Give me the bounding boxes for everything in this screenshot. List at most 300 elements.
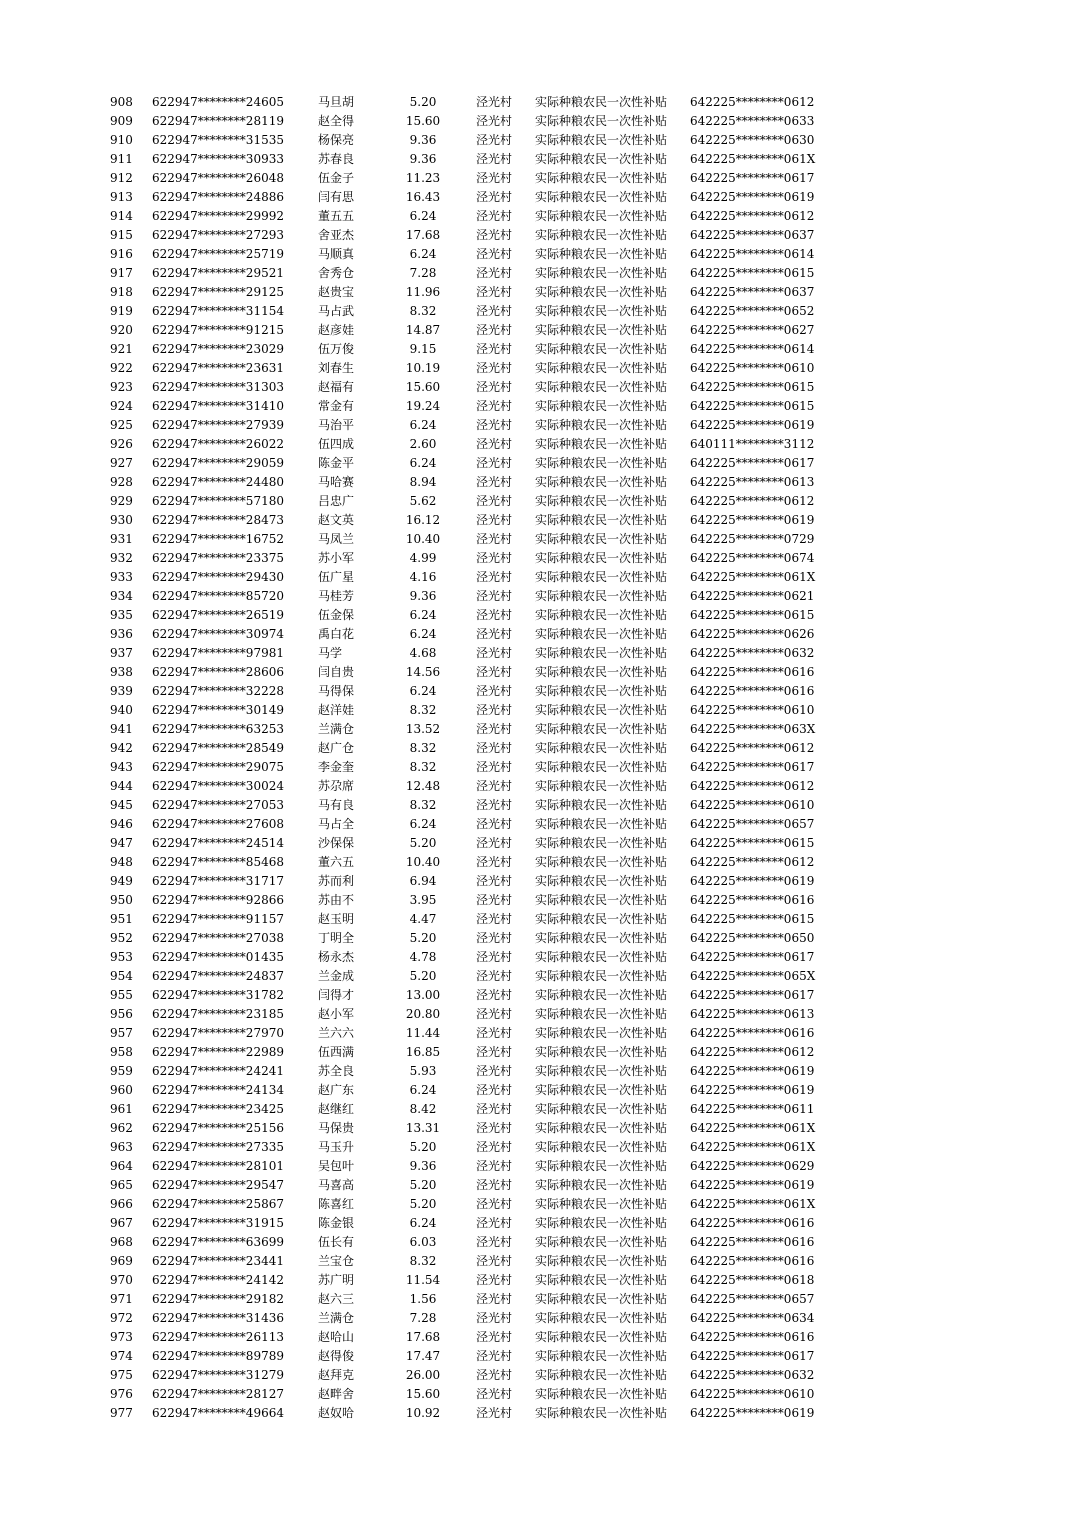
- farmer-name: 兰六六: [318, 1026, 355, 1040]
- village-name: 泾光村: [476, 494, 513, 508]
- farmer-name: 董五五: [318, 209, 355, 223]
- table-row: [0, 1290, 1074, 1309]
- farmer-name: 陈金平: [318, 456, 355, 470]
- subsidy-amount: 5.20: [409, 95, 437, 109]
- id-card-number: 642225********0616: [690, 893, 815, 907]
- row-number: 916: [110, 247, 133, 261]
- farmer-name: 赵玉明: [318, 912, 355, 926]
- village-name: 泾光村: [476, 950, 513, 964]
- farmer-name: 马喜高: [318, 1178, 355, 1192]
- row-number: 950: [110, 893, 133, 907]
- farmer-name: 伍万俊: [318, 342, 355, 356]
- bank-card-number: 622947********31410: [152, 399, 284, 413]
- farmer-name: 赵全得: [318, 114, 355, 128]
- subsidy-item: 实际种粮农民一次性补贴: [535, 855, 668, 869]
- table-row: [0, 1138, 1074, 1157]
- id-card-number: 642225********0610: [690, 1387, 815, 1401]
- bank-card-number: 622947********29182: [152, 1292, 284, 1306]
- id-card-number: 642225********0619: [690, 874, 815, 888]
- id-card-number: 642225********0657: [690, 1292, 815, 1306]
- subsidy-amount: 14.56: [405, 665, 441, 679]
- table-row: [0, 701, 1074, 720]
- table-row: [0, 1252, 1074, 1271]
- table-row: [0, 207, 1074, 226]
- table-row: [0, 188, 1074, 207]
- subsidy-amount: 6.24: [409, 1083, 437, 1097]
- bank-card-number: 622947********27608: [152, 817, 284, 831]
- subsidy-item: 实际种粮农民一次性补贴: [535, 456, 668, 470]
- subsidy-amount: 11.54: [405, 1273, 441, 1287]
- row-number: 929: [110, 494, 133, 508]
- village-name: 泾光村: [476, 1349, 513, 1363]
- bank-card-number: 622947********29430: [152, 570, 284, 584]
- id-card-number: 642225********0617: [690, 988, 815, 1002]
- village-name: 泾光村: [476, 551, 513, 565]
- village-name: 泾光村: [476, 893, 513, 907]
- subsidy-amount: 14.87: [405, 323, 441, 337]
- row-number: 968: [110, 1235, 133, 1249]
- table-row: [0, 739, 1074, 758]
- subsidy-item: 实际种粮农民一次性补贴: [535, 969, 668, 983]
- village-name: 泾光村: [476, 836, 513, 850]
- village-name: 泾光村: [476, 1254, 513, 1268]
- subsidy-item: 实际种粮农民一次性补贴: [535, 1235, 668, 1249]
- table-row: [0, 473, 1074, 492]
- village-name: 泾光村: [476, 817, 513, 831]
- row-number: 960: [110, 1083, 133, 1097]
- subsidy-item: 实际种粮农民一次性补贴: [535, 570, 668, 584]
- id-card-number: 642225********0617: [690, 760, 815, 774]
- row-number: 911: [110, 152, 133, 166]
- subsidy-item: 实际种粮农民一次性补贴: [535, 551, 668, 565]
- row-number: 940: [110, 703, 133, 717]
- table-row: [0, 929, 1074, 948]
- subsidy-item: 实际种粮农民一次性补贴: [535, 1007, 668, 1021]
- bank-card-number: 622947********23185: [152, 1007, 284, 1021]
- bank-card-number: 622947********25719: [152, 247, 284, 261]
- farmer-name: 赵彦娃: [318, 323, 355, 337]
- village-name: 泾光村: [476, 1045, 513, 1059]
- subsidy-amount: 9.36: [409, 152, 437, 166]
- village-name: 泾光村: [476, 475, 513, 489]
- table-row: [0, 245, 1074, 264]
- farmer-name: 董六五: [318, 855, 355, 869]
- id-card-number: 642225********061X: [690, 1121, 816, 1135]
- subsidy-amount: 8.32: [409, 703, 437, 717]
- bank-card-number: 622947********24241: [152, 1064, 284, 1078]
- farmer-name: 杨保亮: [318, 133, 355, 147]
- subsidy-amount: 8.32: [409, 760, 437, 774]
- subsidy-item: 实际种粮农民一次性补贴: [535, 532, 668, 546]
- id-card-number: 642225********0610: [690, 798, 815, 812]
- village-name: 泾光村: [476, 228, 513, 242]
- table-row: [0, 454, 1074, 473]
- subsidy-amount: 2.60: [409, 437, 437, 451]
- id-card-number: 642225********0619: [690, 190, 815, 204]
- bank-card-number: 622947********31782: [152, 988, 284, 1002]
- id-card-number: 642225********0612: [690, 779, 815, 793]
- id-card-number: 642225********0615: [690, 399, 815, 413]
- id-card-number: 642225********0615: [690, 836, 815, 850]
- row-number: 926: [110, 437, 133, 451]
- subsidy-amount: 5.20: [409, 1197, 437, 1211]
- subsidy-amount: 15.60: [405, 1387, 441, 1401]
- village-name: 泾光村: [476, 1368, 513, 1382]
- subsidy-item: 实际种粮农民一次性补贴: [535, 475, 668, 489]
- id-card-number: 642225********0610: [690, 361, 815, 375]
- subsidy-item: 实际种粮农民一次性补贴: [535, 1254, 668, 1268]
- bank-card-number: 622947********91215: [152, 323, 284, 337]
- subsidy-table: [0, 93, 1074, 1423]
- farmer-name: 兰满仓: [318, 1311, 355, 1325]
- bank-card-number: 622947********23375: [152, 551, 284, 565]
- subsidy-amount: 6.24: [409, 1216, 437, 1230]
- id-card-number: 642225********0611: [690, 1102, 815, 1116]
- bank-card-number: 622947********24142: [152, 1273, 284, 1287]
- subsidy-amount: 16.12: [405, 513, 441, 527]
- village-name: 泾光村: [476, 1197, 513, 1211]
- row-number: 974: [110, 1349, 133, 1363]
- subsidy-amount: 6.24: [409, 456, 437, 470]
- farmer-name: 马保贵: [318, 1121, 355, 1135]
- row-number: 937: [110, 646, 133, 660]
- farmer-name: 赵畔舍: [318, 1387, 355, 1401]
- row-number: 913: [110, 190, 133, 204]
- subsidy-item: 实际种粮农民一次性补贴: [535, 703, 668, 717]
- subsidy-amount: 5.20: [409, 1140, 437, 1154]
- subsidy-item: 实际种粮农民一次性补贴: [535, 228, 668, 242]
- village-name: 泾光村: [476, 304, 513, 318]
- id-card-number: 642225********0621: [690, 589, 815, 603]
- subsidy-amount: 6.24: [409, 209, 437, 223]
- village-name: 泾光村: [476, 798, 513, 812]
- id-card-number: 642225********0612: [690, 1045, 815, 1059]
- bank-card-number: 622947********16752: [152, 532, 284, 546]
- subsidy-item: 实际种粮农民一次性补贴: [535, 836, 668, 850]
- village-name: 泾光村: [476, 361, 513, 375]
- id-card-number: 642225********0617: [690, 1349, 815, 1363]
- row-number: 921: [110, 342, 133, 356]
- table-row: [0, 682, 1074, 701]
- table-row: [0, 1043, 1074, 1062]
- table-row: [0, 1347, 1074, 1366]
- bank-card-number: 622947********31535: [152, 133, 284, 147]
- bank-card-number: 622947********30974: [152, 627, 284, 641]
- table-row: [0, 891, 1074, 910]
- village-name: 泾光村: [476, 779, 513, 793]
- row-number: 938: [110, 665, 133, 679]
- row-number: 945: [110, 798, 133, 812]
- farmer-name: 赵奴哈: [318, 1406, 355, 1420]
- farmer-name: 赵小军: [318, 1007, 355, 1021]
- table-row: [0, 359, 1074, 378]
- bank-card-number: 622947********22989: [152, 1045, 284, 1059]
- subsidy-amount: 10.40: [405, 855, 441, 869]
- subsidy-amount: 6.94: [409, 874, 437, 888]
- row-number: 966: [110, 1197, 133, 1211]
- row-number: 923: [110, 380, 133, 394]
- farmer-name: 伍广星: [318, 570, 355, 584]
- id-card-number: 642225********0619: [690, 418, 815, 432]
- village-name: 泾光村: [476, 513, 513, 527]
- row-number: 953: [110, 950, 133, 964]
- table-row: [0, 530, 1074, 549]
- id-card-number: 642225********0616: [690, 684, 815, 698]
- id-card-number: 642225********0612: [690, 741, 815, 755]
- row-number: 912: [110, 171, 133, 185]
- farmer-name: 兰金成: [318, 969, 355, 983]
- subsidy-amount: 9.36: [409, 1159, 437, 1173]
- subsidy-amount: 10.92: [405, 1406, 441, 1420]
- subsidy-amount: 8.32: [409, 304, 437, 318]
- subsidy-item: 实际种粮农民一次性补贴: [535, 1311, 668, 1325]
- bank-card-number: 622947********25156: [152, 1121, 284, 1135]
- subsidy-amount: 17.47: [405, 1349, 441, 1363]
- subsidy-item: 实际种粮农民一次性补贴: [535, 931, 668, 945]
- subsidy-item: 实际种粮农民一次性补贴: [535, 95, 668, 109]
- subsidy-amount: 6.24: [409, 817, 437, 831]
- subsidy-item: 实际种粮农民一次性补贴: [535, 779, 668, 793]
- subsidy-amount: 11.44: [405, 1026, 441, 1040]
- bank-card-number: 622947********31915: [152, 1216, 284, 1230]
- farmer-name: 伍金子: [318, 171, 355, 185]
- bank-card-number: 622947********63253: [152, 722, 284, 736]
- subsidy-amount: 11.23: [405, 171, 441, 185]
- bank-card-number: 622947********57180: [152, 494, 284, 508]
- village-name: 泾光村: [476, 1311, 513, 1325]
- bank-card-number: 622947********28119: [152, 114, 284, 128]
- table-row: [0, 1404, 1074, 1423]
- id-card-number: 642225********0615: [690, 608, 815, 622]
- village-name: 泾光村: [476, 703, 513, 717]
- farmer-name: 马旦胡: [318, 95, 355, 109]
- bank-card-number: 622947********29125: [152, 285, 284, 299]
- id-card-number: 642225********0616: [690, 1216, 815, 1230]
- subsidy-amount: 8.32: [409, 798, 437, 812]
- table-row: [0, 1005, 1074, 1024]
- id-card-number: 642225********0616: [690, 1026, 815, 1040]
- subsidy-item: 实际种粮农民一次性补贴: [535, 361, 668, 375]
- farmer-name: 苏春良: [318, 152, 355, 166]
- row-number: 963: [110, 1140, 133, 1154]
- farmer-name: 丁明全: [318, 931, 355, 945]
- id-card-number: 642225********061X: [690, 152, 816, 166]
- id-card-number: 642225********0674: [690, 551, 815, 565]
- farmer-name: 伍四成: [318, 437, 355, 451]
- village-name: 泾光村: [476, 1159, 513, 1173]
- id-card-number: 642225********063X: [690, 722, 816, 736]
- id-card-number: 642225********0637: [690, 285, 815, 299]
- farmer-name: 马治平: [318, 418, 355, 432]
- bank-card-number: 622947********28606: [152, 665, 284, 679]
- row-number: 967: [110, 1216, 133, 1230]
- bank-card-number: 622947********26048: [152, 171, 284, 185]
- village-name: 泾光村: [476, 760, 513, 774]
- row-number: 931: [110, 532, 133, 546]
- bank-card-number: 622947********29992: [152, 209, 284, 223]
- id-card-number: 642225********0634: [690, 1311, 815, 1325]
- subsidy-amount: 16.43: [405, 190, 441, 204]
- subsidy-amount: 5.20: [409, 1178, 437, 1192]
- subsidy-item: 实际种粮农民一次性补贴: [535, 1197, 668, 1211]
- row-number: 932: [110, 551, 133, 565]
- subsidy-item: 实际种粮农民一次性补贴: [535, 418, 668, 432]
- farmer-name: 沙保保: [318, 836, 355, 850]
- bank-card-number: 622947********31303: [152, 380, 284, 394]
- table-row: [0, 1214, 1074, 1233]
- subsidy-item: 实际种粮农民一次性补贴: [535, 399, 668, 413]
- table-row: [0, 226, 1074, 245]
- subsidy-item: 实际种粮农民一次性补贴: [535, 665, 668, 679]
- subsidy-item: 实际种粮农民一次性补贴: [535, 1045, 668, 1059]
- subsidy-item: 实际种粮农民一次性补贴: [535, 1026, 668, 1040]
- table-row: [0, 644, 1074, 663]
- village-name: 泾光村: [476, 114, 513, 128]
- bank-card-number: 622947********26519: [152, 608, 284, 622]
- id-card-number: 642225********061X: [690, 1140, 816, 1154]
- subsidy-amount: 16.85: [405, 1045, 441, 1059]
- row-number: 944: [110, 779, 133, 793]
- table-row: [0, 264, 1074, 283]
- farmer-name: 赵哈山: [318, 1330, 355, 1344]
- table-row: [0, 625, 1074, 644]
- id-card-number: 642225********065X: [690, 969, 816, 983]
- subsidy-amount: 9.36: [409, 133, 437, 147]
- farmer-name: 赵拜克: [318, 1368, 355, 1382]
- subsidy-amount: 12.48: [405, 779, 441, 793]
- farmer-name: 赵贵宝: [318, 285, 355, 299]
- table-row: [0, 93, 1074, 112]
- table-row: [0, 150, 1074, 169]
- village-name: 泾光村: [476, 1216, 513, 1230]
- farmer-name: 常金有: [318, 399, 355, 413]
- farmer-name: 杨永杰: [318, 950, 355, 964]
- table-row: [0, 131, 1074, 150]
- village-name: 泾光村: [476, 627, 513, 641]
- row-number: 965: [110, 1178, 133, 1192]
- subsidy-item: 实际种粮农民一次性补贴: [535, 874, 668, 888]
- table-row: [0, 1100, 1074, 1119]
- bank-card-number: 622947********27335: [152, 1140, 284, 1154]
- bank-card-number: 622947********27939: [152, 418, 284, 432]
- row-number: 922: [110, 361, 133, 375]
- subsidy-item: 实际种粮农民一次性补贴: [535, 380, 668, 394]
- bank-card-number: 622947********29547: [152, 1178, 284, 1192]
- subsidy-amount: 5.93: [409, 1064, 437, 1078]
- row-number: 971: [110, 1292, 133, 1306]
- subsidy-amount: 11.96: [405, 285, 441, 299]
- village-name: 泾光村: [476, 684, 513, 698]
- id-card-number: 642225********0617: [690, 950, 815, 964]
- id-card-number: 642225********0617: [690, 456, 815, 470]
- id-card-number: 642225********0616: [690, 1330, 815, 1344]
- village-name: 泾光村: [476, 722, 513, 736]
- bank-card-number: 622947********23441: [152, 1254, 284, 1268]
- bank-card-number: 622947********27970: [152, 1026, 284, 1040]
- subsidy-item: 实际种粮农民一次性补贴: [535, 133, 668, 147]
- subsidy-item: 实际种粮农民一次性补贴: [535, 1102, 668, 1116]
- row-number: 939: [110, 684, 133, 698]
- row-number: 946: [110, 817, 133, 831]
- farmer-name: 马占武: [318, 304, 355, 318]
- bank-card-number: 622947********31154: [152, 304, 284, 318]
- id-card-number: 642225********0626: [690, 627, 815, 641]
- table-row: [0, 1024, 1074, 1043]
- bank-card-number: 622947********49664: [152, 1406, 284, 1420]
- farmer-name: 马得保: [318, 684, 355, 698]
- farmer-name: 马有良: [318, 798, 355, 812]
- id-card-number: 642225********0615: [690, 380, 815, 394]
- row-number: 962: [110, 1121, 133, 1135]
- table-row: [0, 853, 1074, 872]
- bank-card-number: 622947********97981: [152, 646, 284, 660]
- subsidy-amount: 15.60: [405, 380, 441, 394]
- table-row: [0, 986, 1074, 1005]
- village-name: 泾光村: [476, 589, 513, 603]
- table-row: [0, 1176, 1074, 1195]
- subsidy-item: 实际种粮农民一次性补贴: [535, 247, 668, 261]
- subsidy-amount: 8.94: [409, 475, 437, 489]
- farmer-name: 苏广明: [318, 1273, 355, 1287]
- subsidy-amount: 9.15: [409, 342, 437, 356]
- bank-card-number: 622947********30933: [152, 152, 284, 166]
- farmer-name: 李金奎: [318, 760, 355, 774]
- bank-card-number: 622947********25867: [152, 1197, 284, 1211]
- village-name: 泾光村: [476, 1102, 513, 1116]
- subsidy-item: 实际种粮农民一次性补贴: [535, 285, 668, 299]
- village-name: 泾光村: [476, 570, 513, 584]
- table-row: [0, 321, 1074, 340]
- subsidy-item: 实际种粮农民一次性补贴: [535, 1140, 668, 1154]
- bank-card-number: 622947********89789: [152, 1349, 284, 1363]
- subsidy-amount: 4.16: [409, 570, 437, 584]
- table-row: [0, 872, 1074, 891]
- id-card-number: 642225********0657: [690, 817, 815, 831]
- subsidy-amount: 1.56: [409, 1292, 437, 1306]
- row-number: 952: [110, 931, 133, 945]
- id-card-number: 642225********0619: [690, 513, 815, 527]
- subsidy-amount: 17.68: [405, 228, 441, 242]
- id-card-number: 642225********0619: [690, 1064, 815, 1078]
- subsidy-item: 实际种粮农民一次性补贴: [535, 152, 668, 166]
- subsidy-amount: 5.62: [409, 494, 437, 508]
- village-name: 泾光村: [476, 266, 513, 280]
- bank-card-number: 622947********31436: [152, 1311, 284, 1325]
- row-number: 933: [110, 570, 133, 584]
- row-number: 948: [110, 855, 133, 869]
- farmer-name: 闫得才: [318, 988, 355, 1002]
- subsidy-amount: 10.19: [405, 361, 441, 375]
- subsidy-amount: 3.95: [409, 893, 437, 907]
- table-row: [0, 1119, 1074, 1138]
- id-card-number: 642225********0632: [690, 1368, 815, 1382]
- row-number: 936: [110, 627, 133, 641]
- village-name: 泾光村: [476, 931, 513, 945]
- village-name: 泾光村: [476, 608, 513, 622]
- id-card-number: 642225********0619: [690, 1178, 815, 1192]
- subsidy-item: 实际种粮农民一次性补贴: [535, 1216, 668, 1230]
- village-name: 泾光村: [476, 209, 513, 223]
- village-name: 泾光村: [476, 1235, 513, 1249]
- row-number: 935: [110, 608, 133, 622]
- subsidy-item: 实际种粮农民一次性补贴: [535, 304, 668, 318]
- village-name: 泾光村: [476, 190, 513, 204]
- subsidy-amount: 7.28: [409, 266, 437, 280]
- subsidy-amount: 6.24: [409, 684, 437, 698]
- farmer-name: 赵广东: [318, 1083, 355, 1097]
- id-card-number: 642225********061X: [690, 1197, 816, 1211]
- row-number: 959: [110, 1064, 133, 1078]
